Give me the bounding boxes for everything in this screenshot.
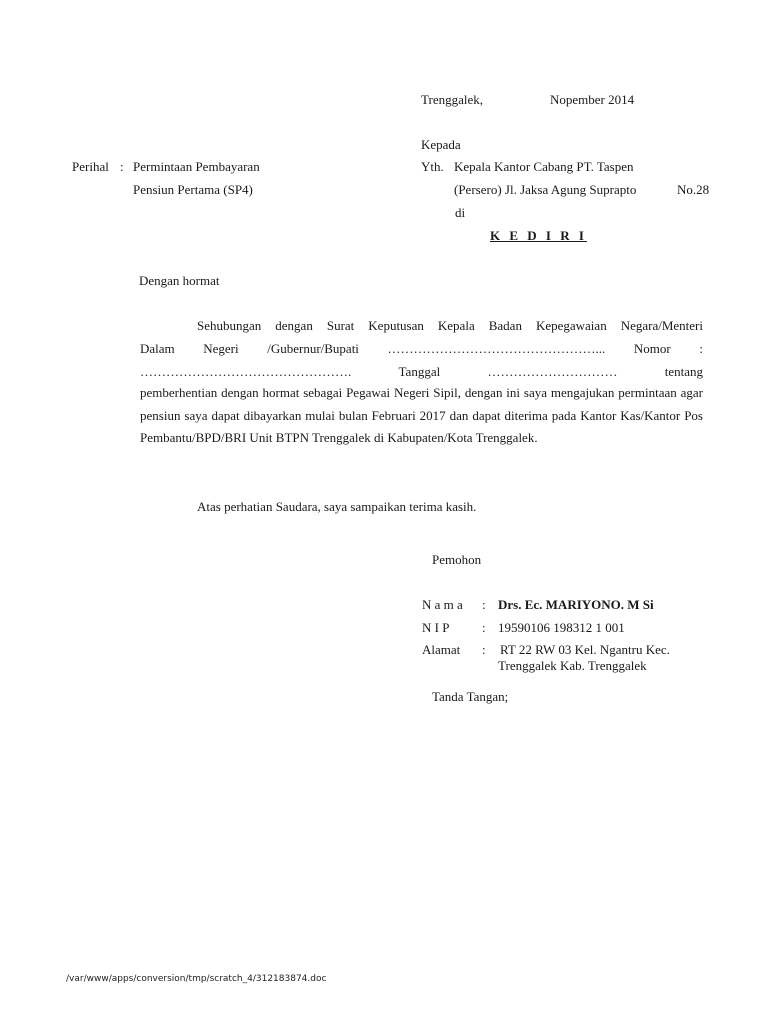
paragraph-2: Atas perhatian Saudara, saya sampaikan terima kasih. bbox=[197, 499, 477, 514]
dots-placeholder-date: ………………………… bbox=[487, 364, 618, 379]
paragraph-1-line-1 bbox=[140, 318, 703, 334]
applicant-name: Drs. Ec. MARIYONO. M Si bbox=[498, 597, 654, 612]
dots-placeholder: …………………………………………... bbox=[387, 341, 606, 356]
applicant-nip: 19590106 198312 1 001 bbox=[498, 620, 625, 635]
recipient-line2: (Persero) Jl. Jaksa Agung Suprapto bbox=[454, 182, 637, 197]
recipient-kepada: Kepada bbox=[421, 137, 461, 152]
document-path: /var/www/apps/conversion/tmp/scratch_4/312183874.doc bbox=[66, 974, 327, 984]
word-tanggal: Tanggal bbox=[398, 364, 441, 379]
signature-label: Tanda Tangan; bbox=[432, 689, 509, 704]
paragraph-1-text-1: Sehubungan dengan Surat Keputusan Kepala Badan Kepegawaian Negara/Menteri bbox=[197, 318, 703, 333]
subject-colon: : bbox=[120, 159, 124, 174]
applicant-address-line-2: Trenggalek Kab. Trenggalek bbox=[498, 658, 647, 673]
recipient-line2-number: No.28 bbox=[677, 182, 710, 197]
subject-label: Perihal bbox=[72, 159, 109, 174]
paragraph-1-line-3 bbox=[140, 364, 703, 380]
subject-line1: Permintaan Pembayaran bbox=[133, 159, 260, 174]
recipient-yth: Yth. bbox=[421, 159, 444, 174]
colon: : bbox=[699, 341, 703, 356]
paragraph-1-rest: pemberhentian dengan hormat sebagai Pegawai Negeri Sipil, dengan ini saya mengajukan permintaan agar pensiun saya dapat dibayarkan mulai bulan Februari 2017 dan dapat diterima pada Kantor Kas/Kantor Pos Pembantu/BPD/BRI Unit BTPN Trenggalek di Kabupaten/Kota Trenggalek. bbox=[140, 385, 703, 446]
applicant-title: Pemohon bbox=[432, 552, 482, 567]
subject-line2: Pensiun Pertama (SP4) bbox=[133, 182, 253, 197]
name-colon: : bbox=[482, 597, 486, 612]
paragraph-1-line-2 bbox=[140, 341, 703, 357]
word-nomor: Nomor bbox=[633, 341, 671, 356]
recipient-line1: Kepala Kantor Cabang PT. Taspen bbox=[454, 159, 634, 174]
applicant-address-line-1: RT 22 RW 03 Kel. Ngantru Kec. bbox=[500, 642, 670, 657]
paragraph-indent bbox=[140, 318, 197, 334]
word-dalam: Dalam bbox=[140, 341, 175, 356]
recipient-city: K E D I R I bbox=[490, 228, 587, 243]
recipient-di: di bbox=[455, 205, 466, 220]
nip-colon: : bbox=[482, 620, 486, 635]
dots-placeholder-number: …………………………………………. bbox=[140, 364, 352, 379]
word-negeri: Negeri bbox=[203, 341, 239, 356]
greeting: Dengan hormat bbox=[139, 273, 220, 288]
name-label: N a m a bbox=[422, 597, 463, 612]
address-colon: : bbox=[482, 642, 486, 657]
letter-date: Nopember 2014 bbox=[550, 92, 635, 107]
address-label: Alamat bbox=[422, 642, 461, 657]
nip-label: N I P bbox=[422, 620, 450, 635]
letter-place: Trenggalek, bbox=[421, 92, 483, 107]
word-gubernur-bupati: /Gubernur/Bupati bbox=[267, 341, 359, 356]
word-tentang: tentang bbox=[664, 364, 703, 379]
